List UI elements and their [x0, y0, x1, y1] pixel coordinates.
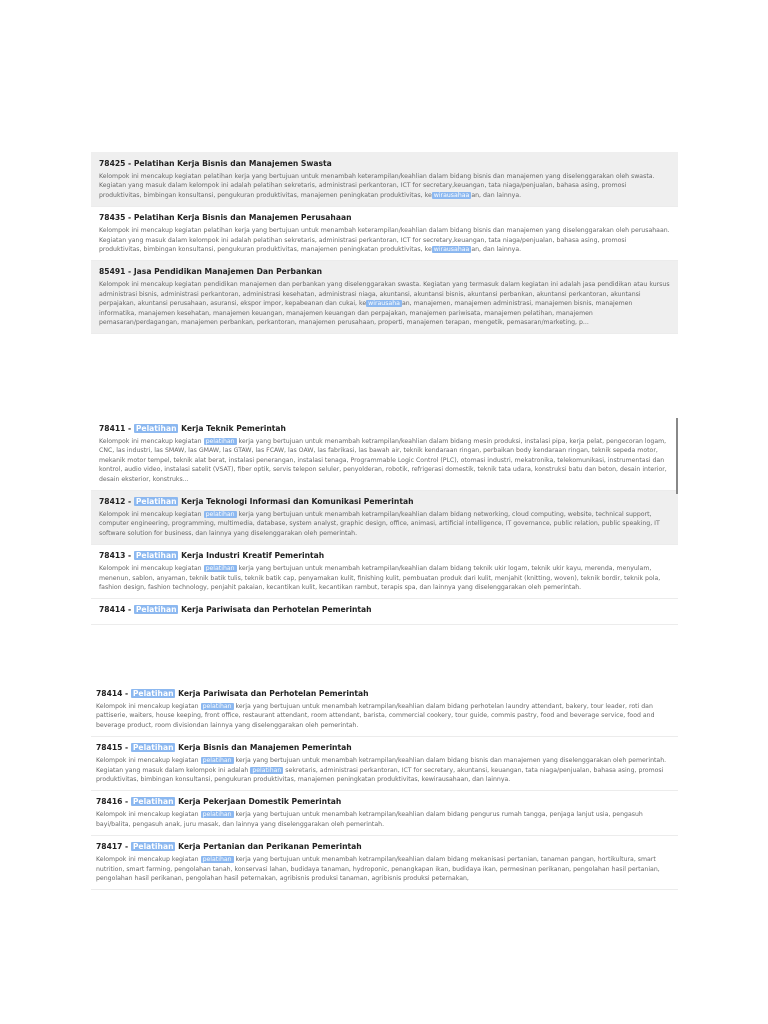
result-title[interactable]: 85491 - Jasa Pendidikan Manajemen Dan Perbankan [99, 267, 323, 277]
result-title[interactable]: 78435 - Pelatihan Kerja Bisnis dan Manajemen Perusahaan [99, 213, 352, 223]
result-description: Kelompok ini mencakup kegiatan pendidikan manajemen dan perbankan yang diselenggarakan swasta. Kegiatan yang termasuk dalam kegiatan ini adalah jasa pendidikan atau kursus administrasi bisnis, administrasi perkantoran, administrasi kesehatan, administrasi niaga, akuntansi, akuntansi bisnis, akuntansi perbankan, akuntansi perkantoran, akuntansi perpajakan, akuntansi perusahaan, asuransi, ekspor impor, kepabeanan dan cukai, ke wirausaha an, manajemen, manajemen administrasi, manajemen bisnis, manajemen informatika, manajemen kesehatan, manajemen keuangan, manajemen keuangan dan perpajakan, manajemen pariwisata, manajemen pelatihan, manajemen pemasaran/perdagangan, manajemen perbankan, perkantoran, manajemen perusahaan, properti, manajemen terapan, mengetik, pemasaran/marketing, p... [99, 281, 670, 327]
search-highlight: Pelatihan [132, 797, 174, 807]
search-highlight: Pelatihan [135, 551, 177, 561]
search-results-panel-1 [91, 152, 678, 376]
result-title[interactable]: 78414 - Pelatihan Kerja Pariwisata dan Perhotelan Pemerintah [99, 605, 372, 615]
result-title[interactable]: 78414 - Pelatihan Kerja Pariwisata dan Perhotelan Pemerintah [96, 689, 369, 698]
result-title[interactable]: 78417 - Pelatihan Kerja Pertanian dan Perikanan Pemerintah [96, 842, 362, 852]
search-highlight: Pelatihan [135, 605, 177, 615]
result-title[interactable]: 78416 - Pelatihan Kerja Pekerjaan Domestik Pemerintah [96, 797, 342, 807]
search-highlight: pelatihan [202, 856, 232, 864]
result-item[interactable] [91, 491, 678, 545]
result-description: Kelompok ini mencakup kegiatan pelatihan kerja yang bertujuan untuk menambah ketrampilan/keahlian dalam bidang pengurus rumah tangga, penjaga lanjut usia, pengasuh bayi/balita, pengasuh anak, juru masak, dan lainnya yang diselenggarakan oleh pemerintah. [96, 811, 643, 828]
result-title[interactable]: 78415 - Pelatihan Kerja Bisnis dan Manajemen Pemerintah [96, 743, 352, 753]
search-highlight: pelatihan [205, 511, 235, 519]
result-description: Kelompok ini mencakup kegiatan pelatihan kerja yang bertujuan untuk menambah keterampilan/keahlian dalam bidang bisnis dan manajemen yang diselenggarakan oleh swasta. Kegiatan yang masuk dalam kelompok ini adalah pelatihan sekretaris, administrasi perkantoran, ICT for secretary,keuangan, tata niaga/penjualan, bahasa asing, promosi produktivitas, bimbingan konsultansi, pengukuran produktivitas, manajemen peningkatan produktivitas, ke wirausahaa an, dan lainnya. [99, 173, 655, 199]
result-item[interactable] [91, 207, 678, 261]
search-highlight: Pelatihan [132, 743, 174, 753]
search-highlight: Pelatihan [132, 842, 174, 852]
search-highlight: wirausaha [368, 300, 400, 308]
result-title[interactable]: 78412 - Pelatihan Kerja Teknologi Informasi dan Komunikasi Pemerintah [99, 497, 414, 507]
result-title[interactable]: 78411 - Pelatihan Kerja Teknik Pemerintah [99, 424, 286, 433]
result-description: Kelompok ini mencakup kegiatan pelatihan kerja yang bertujuan untuk menambah ketrampilan/keahlian dalam bidang mesin produksi, instalasi pipa, kerja pelat, pengecoran logam, CNC, las industri, las SMAW, las GMAW, las GTAW, las FCAW, las OAW, las fabrikasi, las bawah air, teknik kendaraan ringan, perbaikan body kendaraan ringan, teknik sepeda motor, mekanik motor tempel, teknik alat berat, instalasi penerangan, instalasi tenaga, Programmable Logic Control (PLC), otomasi industri, mekatronika, telekomunikasi, instrumentasi dan kontrol, audio video, instalasi satelit (VSAT), fiber optik, servis telepon seluler, penyolderan, robotik, refrigerasi domestik, teknik tata udara, konstruksi batu dan beton, desain interior, desain eksterior, konstruks... [99, 438, 667, 483]
result-title[interactable]: 78425 - Pelatihan Kerja Bisnis dan Manajemen Swasta [99, 159, 332, 168]
result-description: Kelompok ini mencakup kegiatan pelatihan kerja yang bertujuan untuk menambah ketrampilan/keahlian dalam bidang bisnis dan manajemen yang diselenggarakan oleh pemerintah. Kegiatan yang masuk dalam kelompok ini adalah pelatihan sekretaris, administrasi perkantoran, ICT for secretary, akuntansi, keuangan, tata niaga/penjualan, bahasa asing, promosi produktivitas, bimbingan konsultansi, pengukuran produktivitas, manajemen peningkatan produktivitas, kewirausahaan, dan lainnya. [96, 757, 667, 784]
result-item[interactable] [91, 261, 678, 334]
search-results-panel-2 [91, 418, 678, 640]
result-item[interactable] [91, 599, 678, 625]
result-description: Kelompok ini mencakup kegiatan pelatihan kerja yang bertujuan untuk menambah ketrampilan/keahlian dalam bidang networking, cloud computing, website, technical support, computer engineering, programming, multimedia, database, system analyst, graphic design, office, animasi, artificial intelligence, IT governance, public relation, public speaking, IT software solution for business, dan lainnya yang diselenggarakan oleh pemerintah. [99, 511, 660, 537]
search-highlight: pelatihan [205, 565, 235, 573]
search-highlight: wirausahaa [433, 246, 470, 254]
result-item[interactable] [91, 683, 678, 737]
result-item[interactable] [91, 737, 678, 791]
search-highlight: pelatihan [205, 438, 235, 445]
search-highlight: pelatihan [202, 703, 232, 710]
search-highlight: wirausahaa [433, 191, 470, 199]
search-highlight: pelatihan [202, 757, 232, 765]
result-description: Kelompok ini mencakup kegiatan pelatihan kerja yang bertujuan untuk menambah ketrampilan/keahlian dalam bidang perhotelan laundry attendant, bakery, tour leader, roti dan pattiserie, waiters, house keeping, front office, restaurant attendant, room attendant, barista, commercial cookery, tour guide, commis pastry, food and beverage service, food and beverage product, room divisiondan lainnya yang diselenggarakan oleh pemerintah. [96, 703, 655, 729]
search-highlight: pelatihan [252, 766, 282, 774]
result-item[interactable] [91, 545, 678, 599]
search-results-panel-3 [91, 683, 678, 915]
scrollbar-thumb[interactable] [676, 418, 678, 494]
result-item[interactable] [91, 836, 678, 890]
result-item[interactable] [91, 418, 678, 491]
search-highlight: Pelatihan [135, 497, 177, 507]
search-highlight: Pelatihan [135, 424, 177, 433]
result-description: Kelompok ini mencakup kegiatan pelatihan kerja yang bertujuan untuk menambah keterampilan/keahlian dalam bidang bisnis dan manajemen yang diselenggarakan oleh perusahaan. Kegiatan yang masuk dalam kelompok ini adalah pelatihan sekretaris, administrasi perkantoran, ICT for secretary,keuangan, tata niaga/penjualan, bahasa asing, promosi produktivitas, bimbingan konsultansi, pengukuran produktivitas, manajemen peningkatan produktivitas, ke wirausahaa an, dan lainnya. [99, 227, 670, 254]
result-title[interactable]: 78413 - Pelatihan Kerja Industri Kreatif Pemerintah [99, 551, 325, 561]
result-description: Kelompok ini mencakup kegiatan pelatihan kerja yang bertujuan untuk menambah ketrampilan/keahlian dalam bidang teknik ukir logam, teknik ukir kayu, merenda, menyulam, menenun, sablon, anyaman, teknik batik tulis, teknik batik cap, penyamakan kulit, finishing kulit, pembuatan produk dari kulit, menjahit (knitting, woven), teknik bordir, teknik pola, fashion design, fashion technology, penjahit pakaian, kecantikan kulit, kecantikan rambut, terapis spa, dan lainnya yang diselenggarakan oleh pemerintah. [99, 565, 661, 592]
search-highlight: pelatihan [202, 811, 232, 819]
result-item[interactable] [91, 152, 678, 207]
result-description: Kelompok ini mencakup kegiatan pelatihan kerja yang bertujuan untuk menambah ketrampilan/keahlian dalam bidang mekanisasi pertanian, tanaman pangan, hortikultura, smart nutrition, smart farming, pengolahan tanah, konservasi lahan, budidaya tanaman, hydroponic, penangkapan ikan, budidaya ikan, permesinan perikanan, pengolahan hasil pertanian, pengolahan hasil perikanan, pengolahan hasil peternakan, agribisnis produksi tanaman, agribisnis produksi peternakan, [96, 856, 660, 883]
result-item[interactable] [91, 791, 678, 836]
search-highlight: Pelatihan [132, 689, 174, 698]
